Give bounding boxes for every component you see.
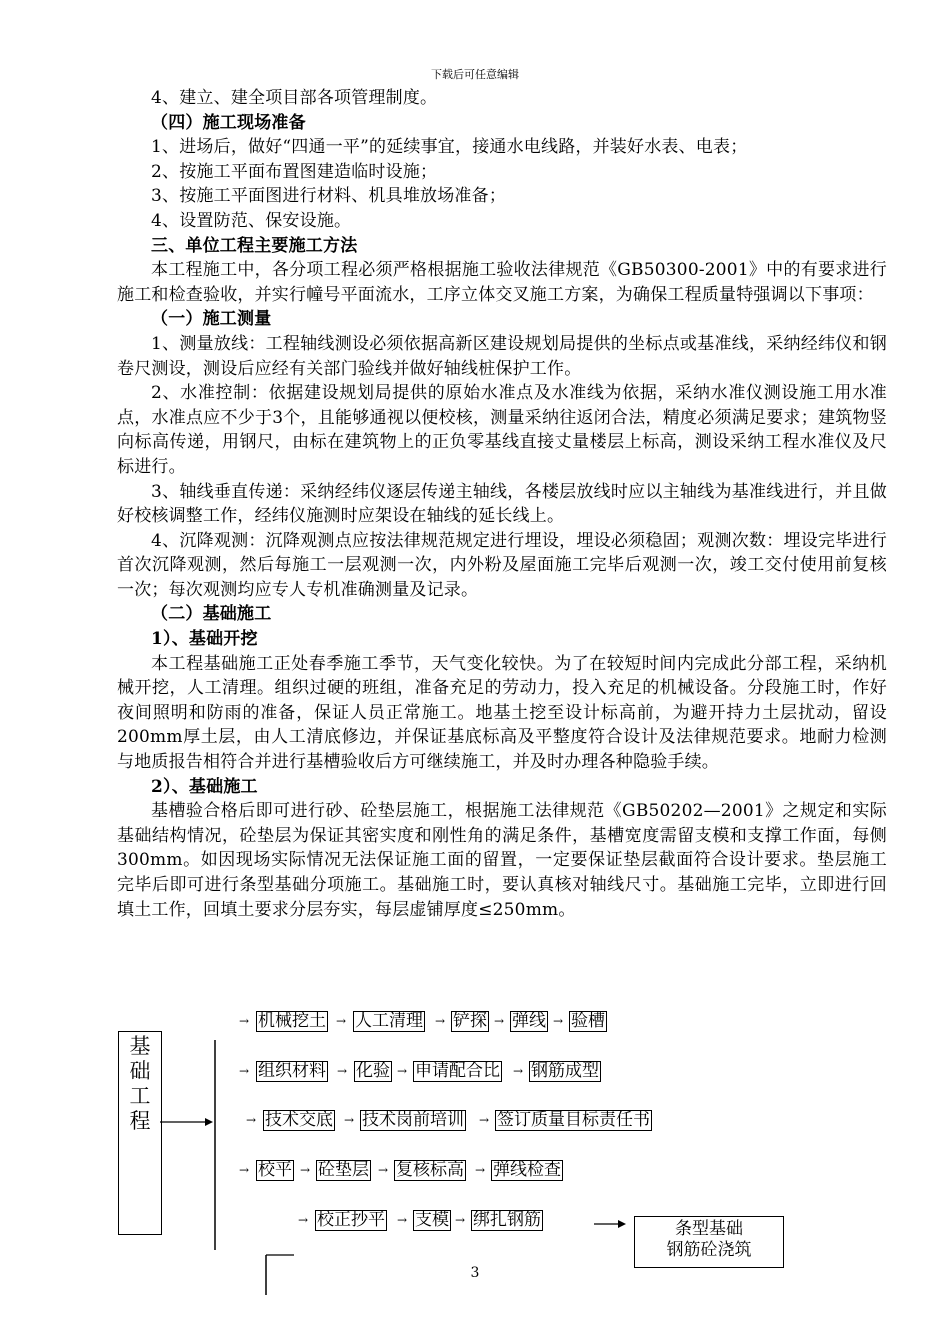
result-box: [634, 1216, 784, 1268]
step-box: 弹线检查: [493, 1160, 561, 1180]
root-char: 基: [129, 1034, 151, 1058]
step-box: 机械挖土: [258, 1011, 326, 1031]
step-box: 申请配合比: [415, 1061, 500, 1081]
page-number: 3: [470, 1265, 480, 1281]
result-line: 条型基础: [675, 1219, 743, 1239]
arrow: →: [239, 1014, 250, 1028]
arrow: →: [494, 1014, 505, 1028]
step-box: 组织材料: [258, 1061, 326, 1081]
section-heading: （一）施工测量: [151, 309, 272, 330]
step-box: 铲探: [453, 1011, 487, 1031]
step-box: 砼垫层: [318, 1160, 369, 1180]
section-heading: 1）、基础开挖: [151, 629, 258, 650]
document-body: [117, 86, 887, 922]
body-paragraph: 4、设置防范、保安设施。: [151, 210, 352, 231]
step-box: 弹线: [512, 1011, 546, 1031]
section-heading: （二）基础施工: [151, 604, 272, 625]
arrow: →: [337, 1064, 348, 1078]
section-heading: 2）、基础施工: [151, 776, 258, 797]
arrow: →: [397, 1213, 408, 1227]
arrow: →: [455, 1213, 466, 1227]
body-paragraph: 3、轴线垂直传递：采纳经纬仪逐层传递主轴线，各楼层放线时应以主轴线为基准线进行，并且做好校核调整工作，经纬仪施测时应架设在轴线的延长线上。: [117, 481, 887, 527]
body-paragraph: 基槽验合格后即可进行砂、砼垫层施工，根据施工法律规范《GB50202—2001》之规定和实际基础结构情况，砼垫层为保证其密实度和刚性角的满足条件，基槽宽度需留支模和支撑工作面，每侧300mm。如因现场实际情况无法保证施工面的留置，一定要保证垫层截面符合设计要求。垫层施工完毕后即可进行条型基础分项施工。基础施工时，要认真核对轴线尺寸。基础施工完毕，立即进行回填土工作，回填土要求分层夯实，每层虚铺厚度≤250mm。: [117, 801, 887, 920]
step-box: 签订质量目标责任书: [497, 1110, 650, 1130]
step-box: 钢筋成型: [531, 1061, 599, 1081]
arrow: →: [336, 1014, 347, 1028]
result-line: 钢筋砼浇筑: [666, 1240, 752, 1260]
arrow: →: [239, 1163, 250, 1177]
root-char: 工: [129, 1084, 151, 1108]
body-paragraph: 4、沉降观测：沉降观测点应按法律规范规定进行埋设，埋设必须稳固；观测次数：埋设完毕进行首次沉降观测，然后每施工一层观测一次，内外粉及屋面施工完毕后观测一次，竣工交付使用前复核一次；每次观测均应专人专机准确测量及记录。: [117, 530, 887, 600]
arrow: →: [475, 1163, 486, 1177]
body-paragraph: 本工程基础施工正处春季施工季节，天气变化较快。为了在较短时间内完成此分部工程，采纳机械开挖，人工清理。组织过硬的班组，准备充足的劳动力，投入充足的机械设备。分段施工时，作好夜间照明和防雨的准备，保证人员正常施工。地基土挖至设计标高前，为避开持力土层扰动，留设200mm厚土层，由人工清底修边，并保证基底标高及平整度符合设计及法律规范要求。地耐力检测与地质报告相符合并进行基槽验收后方可继续施工，并及时办理各种隐验手续。: [117, 653, 887, 773]
body-paragraph: 本工程施工中，各分项工程必须严格根据施工验收法律规范《GB50300-2001》中的有要求进行施工和检查验收，并实行幢号平面流水，工序立体交叉施工方案，为确保工程质量特强调以下事项：: [117, 260, 887, 305]
step-box: 复核标高: [396, 1160, 464, 1180]
body-paragraph: 1、测量放线：工程轴线测设必须依据高新区建设规划局提供的坐标点或基准线，采纳经纬仪和钢卷尺测设，测设后应经有关部门验线并做好轴线桩保护工作。: [117, 333, 887, 379]
step-box: 校平: [258, 1160, 292, 1180]
step-box: 化验: [356, 1061, 390, 1081]
arrow: →: [513, 1064, 524, 1078]
arrow: →: [378, 1163, 389, 1177]
arrow: →: [553, 1014, 564, 1028]
arrow: →: [435, 1014, 446, 1028]
body-paragraph: 3、按施工平面图进行材料、机具堆放场准备；: [151, 186, 507, 207]
root-box: [118, 1031, 162, 1235]
step-box: 验槽: [571, 1011, 605, 1031]
arrow: →: [239, 1064, 250, 1078]
body-paragraph: 2、水准控制：依据建设规划局提供的原始水准点及水准线为依据，采纳水准仪测设施工用水准点，水准点应不少于3个，且能够通视以便校核，测量采纳往返闭合法，精度必须满足要求；建筑物竖向标高传递，用钢尺，由标在建筑物上的正负零基线直接丈量楼层上标高，测设采纳工程水准仪及尺标进行。: [117, 383, 887, 477]
arrow: →: [300, 1163, 311, 1177]
arrow: →: [479, 1113, 490, 1127]
step-box: 绑扎钢筋: [473, 1210, 541, 1230]
arrow: →: [397, 1064, 408, 1078]
root-char: 程: [129, 1109, 151, 1133]
body-paragraph: 2、按施工平面布置图建造临时设施；: [151, 161, 438, 182]
step-box: 支模: [415, 1210, 449, 1230]
body-paragraph: 1、进场后，做好“四通一平”的延续事宜，接通水电线路，并装好水表、电表；: [151, 137, 748, 158]
root-char: 础: [129, 1059, 151, 1083]
step-box: 人工清理: [355, 1011, 423, 1031]
page-header: 下载后可任意编辑: [431, 68, 519, 81]
section-heading: 三、单位工程主要施工方法: [151, 235, 358, 256]
arrow: →: [298, 1213, 309, 1227]
step-box: 技术岗前培训: [362, 1110, 464, 1130]
body-paragraph: 4、建立、建全项目部各项管理制度。: [151, 88, 438, 108]
step-box: 技术交底: [265, 1110, 333, 1130]
arrow: →: [246, 1113, 257, 1127]
arrow: →: [344, 1113, 355, 1127]
step-box: 校正抄平: [317, 1210, 385, 1230]
section-heading: （四）施工现场准备: [151, 112, 306, 133]
